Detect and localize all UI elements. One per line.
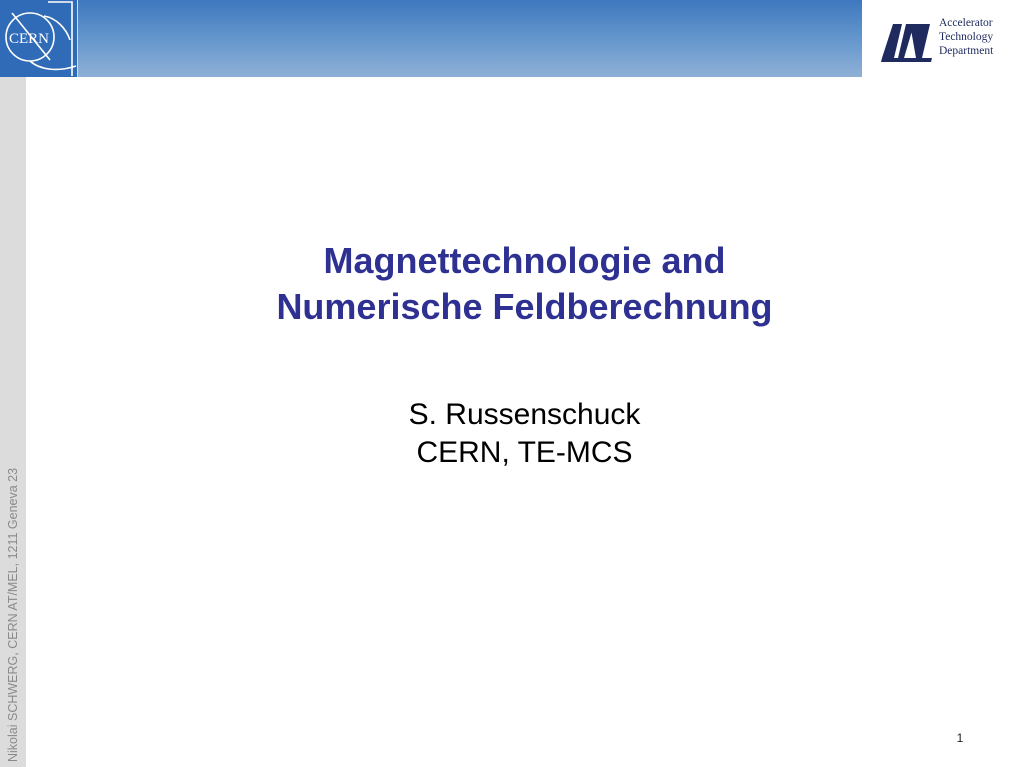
- department-logo: [880, 14, 1020, 66]
- slide-title-line: Numerische Feldberechnung: [276, 286, 773, 327]
- cern-logo-text: CERN: [8, 31, 50, 47]
- accelerator-technology-department-logo-icon: [880, 18, 932, 62]
- author-affiliation: CERN, TE-MCS: [416, 436, 633, 469]
- header-bar: [0, 0, 862, 77]
- department-line: Technology: [939, 31, 994, 43]
- slide-title: [26, 238, 1023, 330]
- slide-title-line: Magnettechnologie and: [323, 240, 726, 281]
- author-name: S. Russenschuck: [408, 398, 641, 431]
- department-line: Accelerator: [939, 17, 993, 29]
- page-number: 1: [956, 731, 964, 745]
- department-line: Department: [939, 45, 994, 57]
- cern-logo-icon: [0, 0, 77, 77]
- department-name: [939, 16, 993, 58]
- footer-credit: Nikolai SCHWERG, CERN AT/MEL, 1211 Geneva 23: [6, 467, 20, 762]
- author-block: [26, 396, 1023, 472]
- cern-logo: [0, 0, 78, 77]
